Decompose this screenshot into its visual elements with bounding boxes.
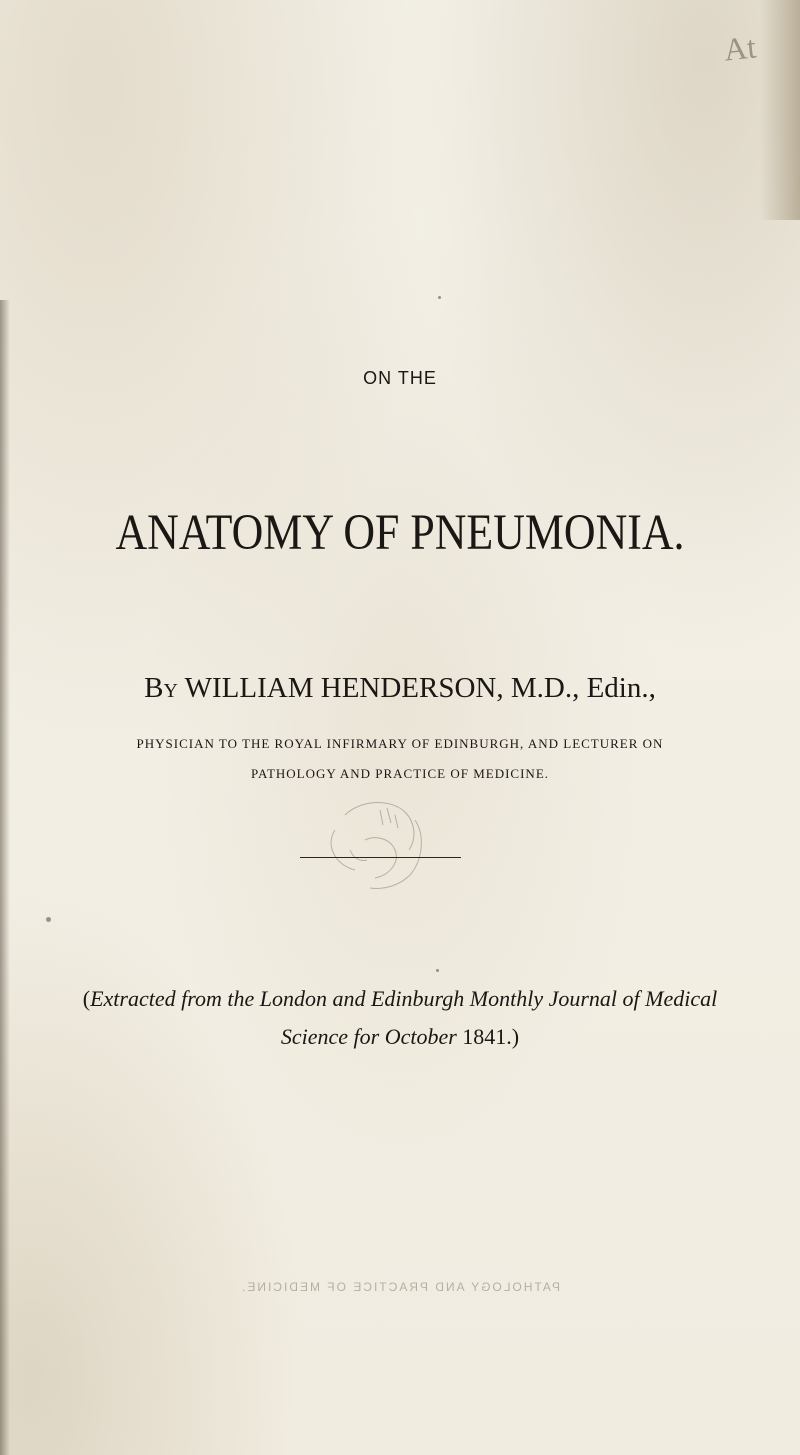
title-preposition: ON THE	[363, 368, 437, 388]
bleed-through-text: PATHOLOGY AND PRACTICE OF MEDICINE.	[239, 1280, 561, 1294]
extract-note-line-1	[0, 986, 800, 1012]
horizontal-rule	[300, 857, 461, 858]
paper-speck	[436, 969, 439, 972]
page-mark: At	[722, 28, 758, 68]
extract-note-text: Extracted from the London and Edinburgh Monthly Journal of Medical	[90, 986, 718, 1011]
extract-note-year: 1841.)	[456, 1024, 520, 1049]
paper-speck	[438, 296, 441, 299]
author-credentials-line-2: PATHOLOGY AND PRACTICE OF MEDICINE.	[250, 766, 550, 781]
extract-note-line-2	[0, 1024, 800, 1050]
extract-note-journal-date: Science for October	[280, 1024, 457, 1049]
page-edge-shadow-right	[760, 0, 800, 220]
document-title: ANATOMY OF PNEUMONIA.	[115, 505, 685, 561]
worn-ornament-graphic	[305, 790, 450, 910]
author-line	[0, 670, 800, 706]
extract-open-paren: (	[82, 986, 91, 1011]
author-name: WILLIAM HENDERSON, M.D., Edin.,	[184, 672, 656, 704]
author-prefix: By	[144, 672, 178, 704]
paper-speck	[46, 917, 51, 922]
author-credentials-line-1: PHYSICIAN TO THE ROYAL INFIRMARY OF EDINBURGH, AND LECTURER ON	[136, 736, 664, 751]
